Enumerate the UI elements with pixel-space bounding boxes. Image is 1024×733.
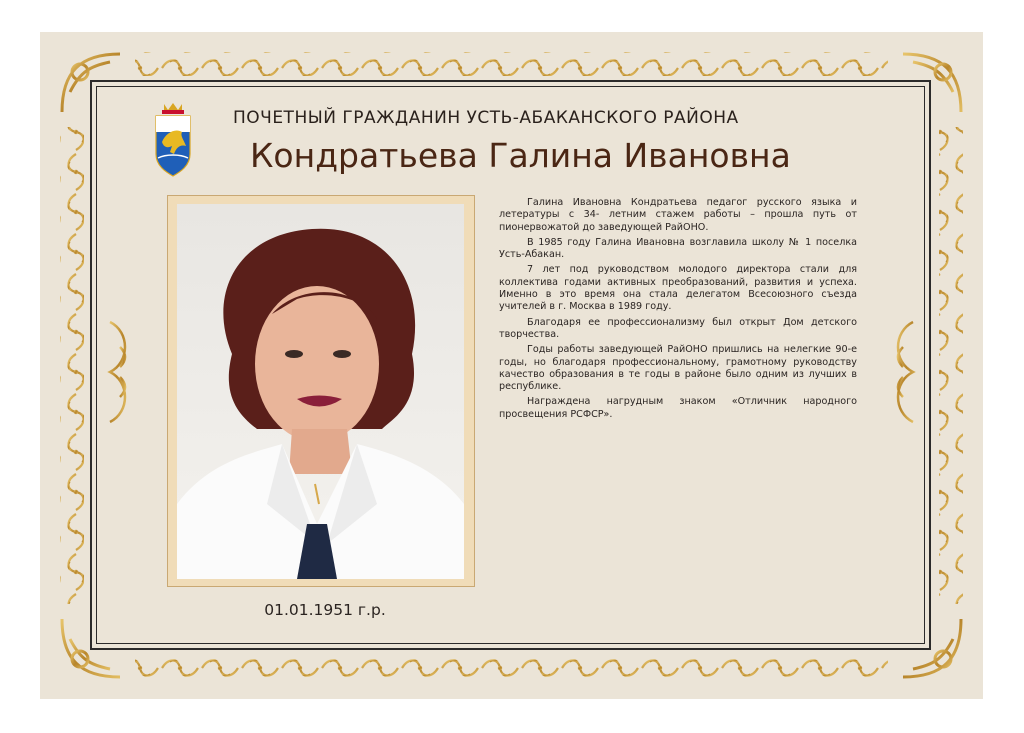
certificate-sheet bbox=[40, 32, 983, 699]
bio-paragraph: Благодаря ее профессионализму был открыт Дом детского творчества. bbox=[499, 316, 857, 340]
coat-of-arms-icon bbox=[154, 102, 192, 178]
bio-paragraph: Награждена нагрудным знаком «Отличник народного просвещения РСФСР». bbox=[499, 396, 857, 420]
bio-paragraph: Галина Ивановна Кондратьева педагог русского языка и летературы с 34- летним стажем работы – прошла путь от пионервожатой до заведующей РайОНО. bbox=[499, 197, 857, 233]
honorary-title: ПОЧЕТНЫЙ ГРАЖДАНИН УСТЬ-АБАКАНСКОГО РАЙОНА bbox=[233, 108, 739, 128]
birth-date: 01.01.1951 г.р. bbox=[264, 601, 386, 619]
bio-paragraph: В 1985 году Галина Ивановна возглавила школу № 1 поселка Усть-Абакан. bbox=[499, 236, 857, 261]
bio-paragraph: 7 лет под руководством молодого директора стали для коллектива годами активных преобразований, развития и успеха. Именно в это время она стала делегатом Всесоюзного съезда учителей в г. Москва в 1989 году. bbox=[499, 264, 857, 313]
portrait-photo bbox=[177, 204, 464, 579]
bio-paragraph: Годы работы заведующей РайОНО пришлись на нелегкие 90-е годы, но благодаря профессиональному, грамотному руководству качество образования в те годы в районе было одним из лучших в республике. bbox=[499, 344, 857, 393]
biography-text bbox=[499, 197, 857, 424]
person-name: Кондратьева Галина Ивановна bbox=[250, 136, 791, 175]
